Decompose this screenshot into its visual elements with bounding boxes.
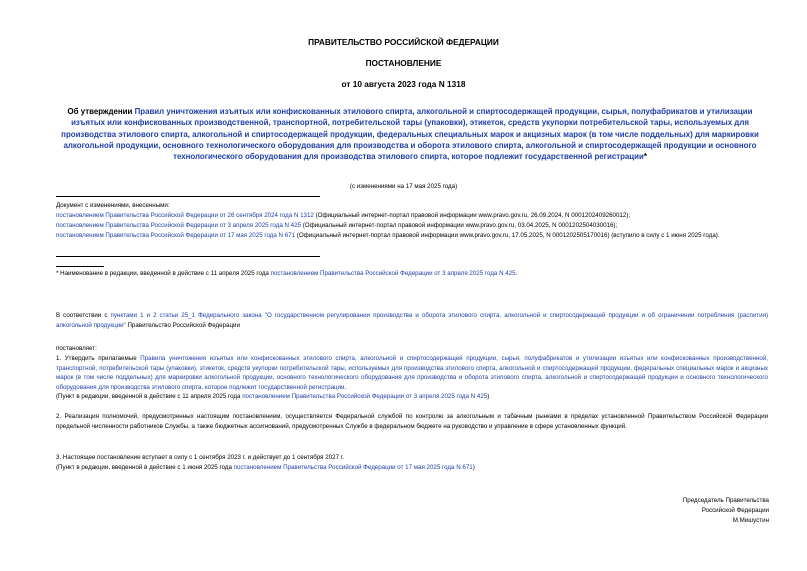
item-1-note-link[interactable]: постановлением Правительства Российской Федерации от 3 апреля 2025 года N 425	[242, 393, 488, 400]
item-3-note-link[interactable]: постановлением Правительства Российской Федерации от 17 мая 2025 года N 671	[233, 464, 473, 471]
item-3-note: (Пункт в редакции, введенной в действие с 1 июня 2025 года постановлением Правительства Российской Федерации от 17 мая 2025 года N 671)	[56, 464, 475, 471]
footnote-divider	[56, 266, 104, 267]
item-1: 1. Утвердить прилагаемые Правила уничтожения изъятых или конфискованных этилового спирта, алкогольной и спиртосодержащей продукции, сырья, полуфабрикатов и утилизации изъятых или конфискованных производственной, транспортной, потребительской тары (упаковки), этикеток, средств укупорки потребительской тары, используемых для производства этилового спирта, алкогольной и спиртосодержащей продукции, федеральных специальных марок и акцизных марок (в том числе поддельных) для маркировки алкогольной продукции, основного технологического оборудования для производства и оборота этилового спирта, алкогольной и спиртосодержащей продукции и основного технологического оборудования для производства этилового спирта, которое подлежит государственной регистрации.	[56, 355, 768, 391]
document-date: от 10 августа 2023 года N 1318	[341, 79, 466, 89]
amendment-link[interactable]: постановлением Правительства Российской Федерации от 26 сентября 2024 года N 1312	[56, 212, 314, 219]
amendment-item: постановлением Правительства Российской Федерации от 26 сентября 2024 года N 1312 (Официальный интернет-портал правовой информации www.pravo.gov.ru, 26.09.2024, N 0001202409260012);	[56, 212, 631, 219]
title-rules-link[interactable]: Правил уничтожения изъятых или конфискованных этилового спирта, алкогольной и спиртосодержащей продукции, сырья, полуфабрикатов и утилизации изъятых или конфискованных производственной, транспортной, потребительской тары (упаковки), этикеток, средств укупорки потребительской тары, используемых для производства этилового спирта, алкогольной и спиртосодержащей продукции, федеральных специальных марок и акцизных марок (в том числе поддельных) для маркировки алкогольной продукции, основного технологического оборудования для производства и оборота этилового спирта, алкогольной и спиртосодержащей продукции и основного технологического оборудования для производства этилового спирта, которое подлежит государственной регистрации	[61, 107, 759, 162]
divider	[56, 256, 320, 257]
changes-date: (с изменениями на 17 мая 2025 года)	[349, 183, 458, 190]
signature-name: М.Мишустин	[732, 517, 769, 524]
law-link[interactable]: пунктами 1 и 2 статьи 25_1 Федерального закона "О государственном регулировании производства и оборота этилового спирта, алкогольной и спиртосодержащей продукции и об ограничении потребления (распития) алкогольной продукции"	[56, 312, 768, 329]
item-2: 2. Реализация полномочий, предусмотренных настоящим постановлением, осуществляется Федеральной службой по контролю за алкогольным и табачным рынками в пределах установленной Правительством Российской Федерации предельной численности работников Службы, а также бюджетных ассигнований, предусмотренных Службе в федеральном бюджете на руководство и управление в сфере установленных функций.	[56, 413, 768, 430]
amendment-link[interactable]: постановлением Правительства Российской Федерации от 3 апреля 2025 года N 425	[56, 222, 302, 229]
document-title	[56, 106, 764, 162]
footnote-mark: *	[643, 152, 647, 162]
title-prefix: Об утверждении	[67, 107, 135, 116]
signature-position: Председатель Правительства	[682, 497, 769, 504]
amendment-link[interactable]: постановлением Правительства Российской Федерации от 17 мая 2025 года N 671	[56, 232, 296, 239]
government-heading: ПРАВИТЕЛЬСТВО РОССИЙСКОЙ ФЕДЕРАЦИИ	[308, 37, 499, 47]
rules-link[interactable]: Правила уничтожения изъятых или конфискованных этилового спирта, алкогольной и спиртосодержащей продукции, сырья, полуфабрикатов и утилизации изъятых или конфискованных производственной, транспортной, потребительской тары (упаковки), этикеток, средств укупорки потребительской тары, используемых для производства этилового спирта, алкогольной и спиртосодержащей продукции, федеральных специальных марок и акцизных марок (в том числе поддельных) для маркировки алкогольной продукции, основного технологического оборудования для производства и оборота этилового спирта, алкогольной и спиртосодержащей продукции и основного технологического оборудования для производства этилового спирта, которое подлежит государственной регистрации	[56, 355, 768, 391]
amendment-item: постановлением Правительства Российской Федерации от 3 апреля 2025 года N 425 (Официальный интернет-портал правовой информации www.pravo.gov.ru, 03.04.2025, N 0001202504030016);	[56, 222, 618, 229]
divider	[56, 196, 320, 197]
amendments-intro: Документ с изменениями, внесенными:	[56, 202, 170, 209]
footnote-link[interactable]: постановлением Правительства Российской Федерации от 3 апреля 2025 года N 425	[270, 270, 516, 277]
preamble: В соответствии с пунктами 1 и 2 статьи 25_1 Федерального закона "О государственном регулировании производства и оборота этилового спирта, алкогольной и спиртосодержащей продукции и об ограничении потребления (распития) алкогольной продукции" Правительство Российской Федерации	[56, 312, 768, 329]
document-type: ПОСТАНОВЛЕНИЕ	[365, 58, 442, 68]
footnote: * Наименование в редакции, введенной в действие с 11 апреля 2025 года постановлением Правительства Российской Федерации от 3 апреля 2025 года N 425.	[56, 270, 518, 277]
amendment-item: постановлением Правительства Российской Федерации от 17 мая 2025 года N 671 (Официальный интернет-портал правовой информации www.pravo.gov.ru, 17.05.2025, N 0001202505170016) (вступило в силу с 1 июня 2025 года).	[56, 232, 720, 239]
item-3: 3. Настоящее постановление вступает в силу с 1 сентября 2023 г. и действует до 1 сентября 2027 г.	[56, 454, 344, 461]
signature-organization: Российской Федерации	[701, 507, 769, 514]
decree-word: постановляет:	[56, 345, 97, 352]
item-1-note: (Пункт в редакции, введенной в действие с 11 апреля 2025 года постановлением Правительства Российской Федерации от 3 апреля 2025 года N 425)	[56, 393, 490, 400]
